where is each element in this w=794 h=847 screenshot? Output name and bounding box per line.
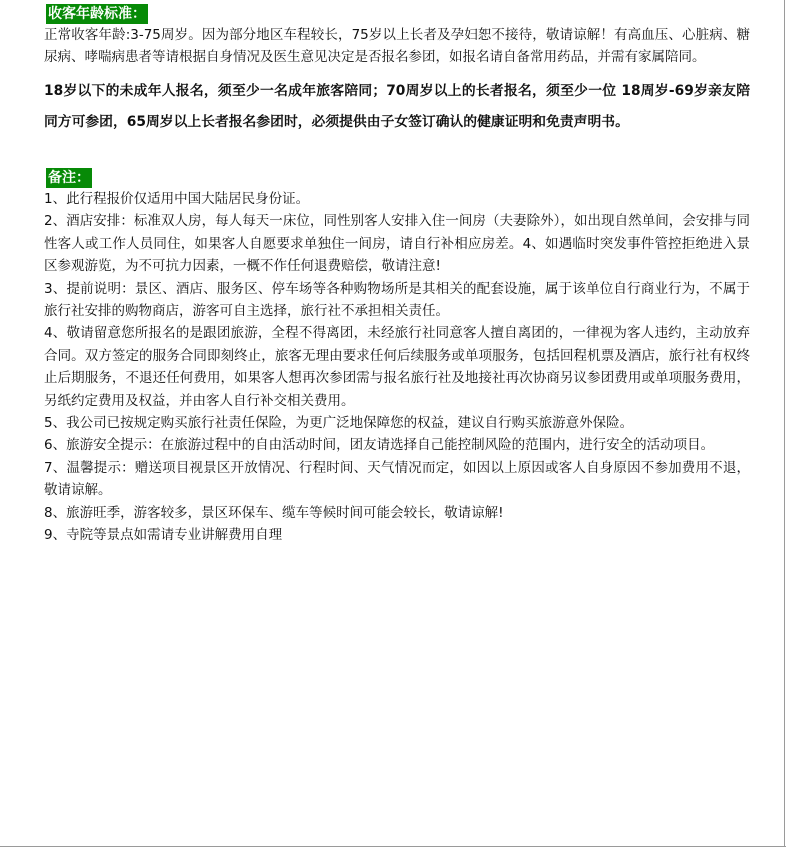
age-standard-heading: 收客年龄标准：: [48, 6, 146, 22]
age-standard-paragraph: 正常收客年龄:3-75周岁。因为部分地区车程较长，75岁以上长者及孕妇恕不接待，敬请谅解！有高血压、心脏病、糖尿病、哮喘病患者等请根据自身情况及医生意见决定是否报名参团，如报名请自备常用药品，并需有家属陪同。: [44, 27, 750, 65]
note-item-9: 9、寺院等景点如需请专业讲解费用自理: [44, 527, 283, 544]
note-item-2: 2、酒店安排：标准双人房，每人每天一床位，同性别客人安排入住一间房（夫妻除外），如出现自然单间，会安排与同性客人或工作人员同住，如果客人自愿要求单独住一间房，请自行补相应房差。4、如遇临时突发事件管控拒绝进入景区参观游览，为不可抗力因素，一概不作任何退费赔偿，敬请注意!: [44, 213, 750, 275]
notes-heading: 备注：: [48, 170, 90, 186]
note-item-3: 3、提前说明：景区、酒店、服务区、停车场等各种购物场所是其相关的配套设施，属于该单位自行商业行为，不属于旅行社安排的购物商店，游客可自主选择，旅行社不承担相关责任。: [44, 280, 750, 320]
section-spacer: [44, 138, 750, 168]
note-item-5: 5、我公司已按规定购买旅行社责任保险，为更广泛地保障您的权益，建议自行购买旅游意外保险。: [44, 415, 634, 432]
note-item-8: 8、旅游旺季，游客较多，景区环保车、缆车等候时间可能会较长，敬请谅解!: [44, 504, 504, 521]
note-item-1: 1、此行程报价仅适用中国大陆居民身份证。: [44, 191, 310, 207]
note-item-6: 6、旅游安全提示：在旅游过程中的自由活动时间，团友请选择自己能控制风险的范围内，进行安全的活动项目。: [44, 437, 715, 454]
page-edge-right: [784, 0, 785, 846]
note-item-4: 4、敬请留意您所报名的是跟团旅游，全程不得离团，未经旅行社同意客人擅自离团的，一律视为客人违约，主动放弃合同。双方签定的服务合同即刻终止，旅客无理由要求任何后续服务或单项服务，包括回程机票及酒店，旅行社有权终止后期服务，不退还任何费用，如果客人想再次参团需与报名旅行社及地接社再次协商另议参团费用或单项服务费用，另纸约定费用及权益，并由客人自行补交相关费用。: [44, 325, 750, 409]
note-item-7: 7、温馨提示：赠送项目视景区开放情况、行程时间、天气情况而定，如因以上原因或客人自身原因不参加费用不退，敬请谅解。: [44, 459, 750, 499]
age-standard-section: [44, 4, 750, 138]
notes-section: [44, 168, 750, 547]
age-standard-bold-paragraph: 18岁以下的未成年人报名，须至少一名成年旅客陪同；70周岁以上的长者报名，须至少一位 18周岁-69岁亲友陪同方可参团，65周岁以上长者报名参团时，必须提供由子女签订确认的健康证明和免责声明书。: [44, 83, 750, 130]
notes-list: [44, 188, 750, 547]
